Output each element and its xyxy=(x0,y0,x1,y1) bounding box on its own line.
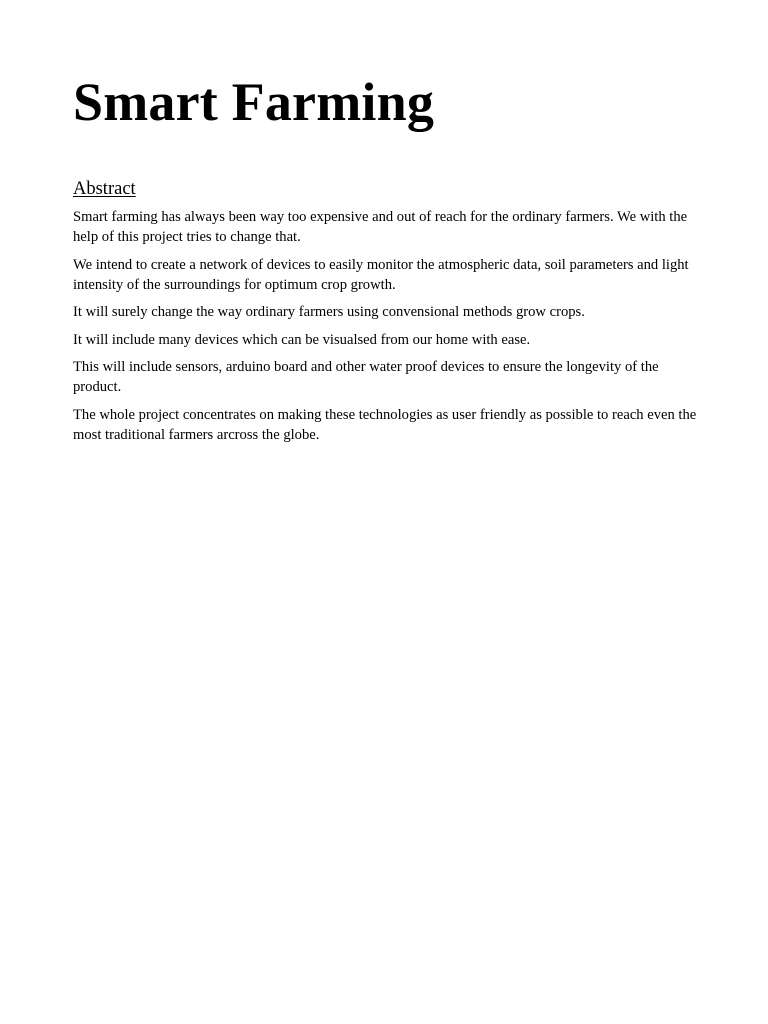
paragraph: Smart farming has always been way too expensive and out of reach for the ordinary farmers. We with the help of this project tries to change that. xyxy=(73,209,688,245)
paragraph: It will include many devices which can be visualsed from our home with ease. xyxy=(73,331,531,348)
abstract-heading: Abstract xyxy=(73,179,136,199)
abstract-body xyxy=(73,207,701,445)
document-title: Smart Farming xyxy=(73,72,435,132)
paragraph: We intend to create a network of devices to easily monitor the atmospheric data, soil parameters and light intensity of the surroundings for optimum crop growth. xyxy=(73,256,689,293)
document-page xyxy=(73,72,701,452)
paragraph: This will include sensors, arduino board and other water proof devices to ensure the longevity of the product. xyxy=(73,359,659,395)
paragraph: The whole project concentrates on making these technologies as user friendly as possible to reach even the most traditional farmers arcross the globe. xyxy=(73,406,697,443)
paragraph: It will surely change the way ordinary farmers using convensional methods grow crops. xyxy=(73,304,585,320)
